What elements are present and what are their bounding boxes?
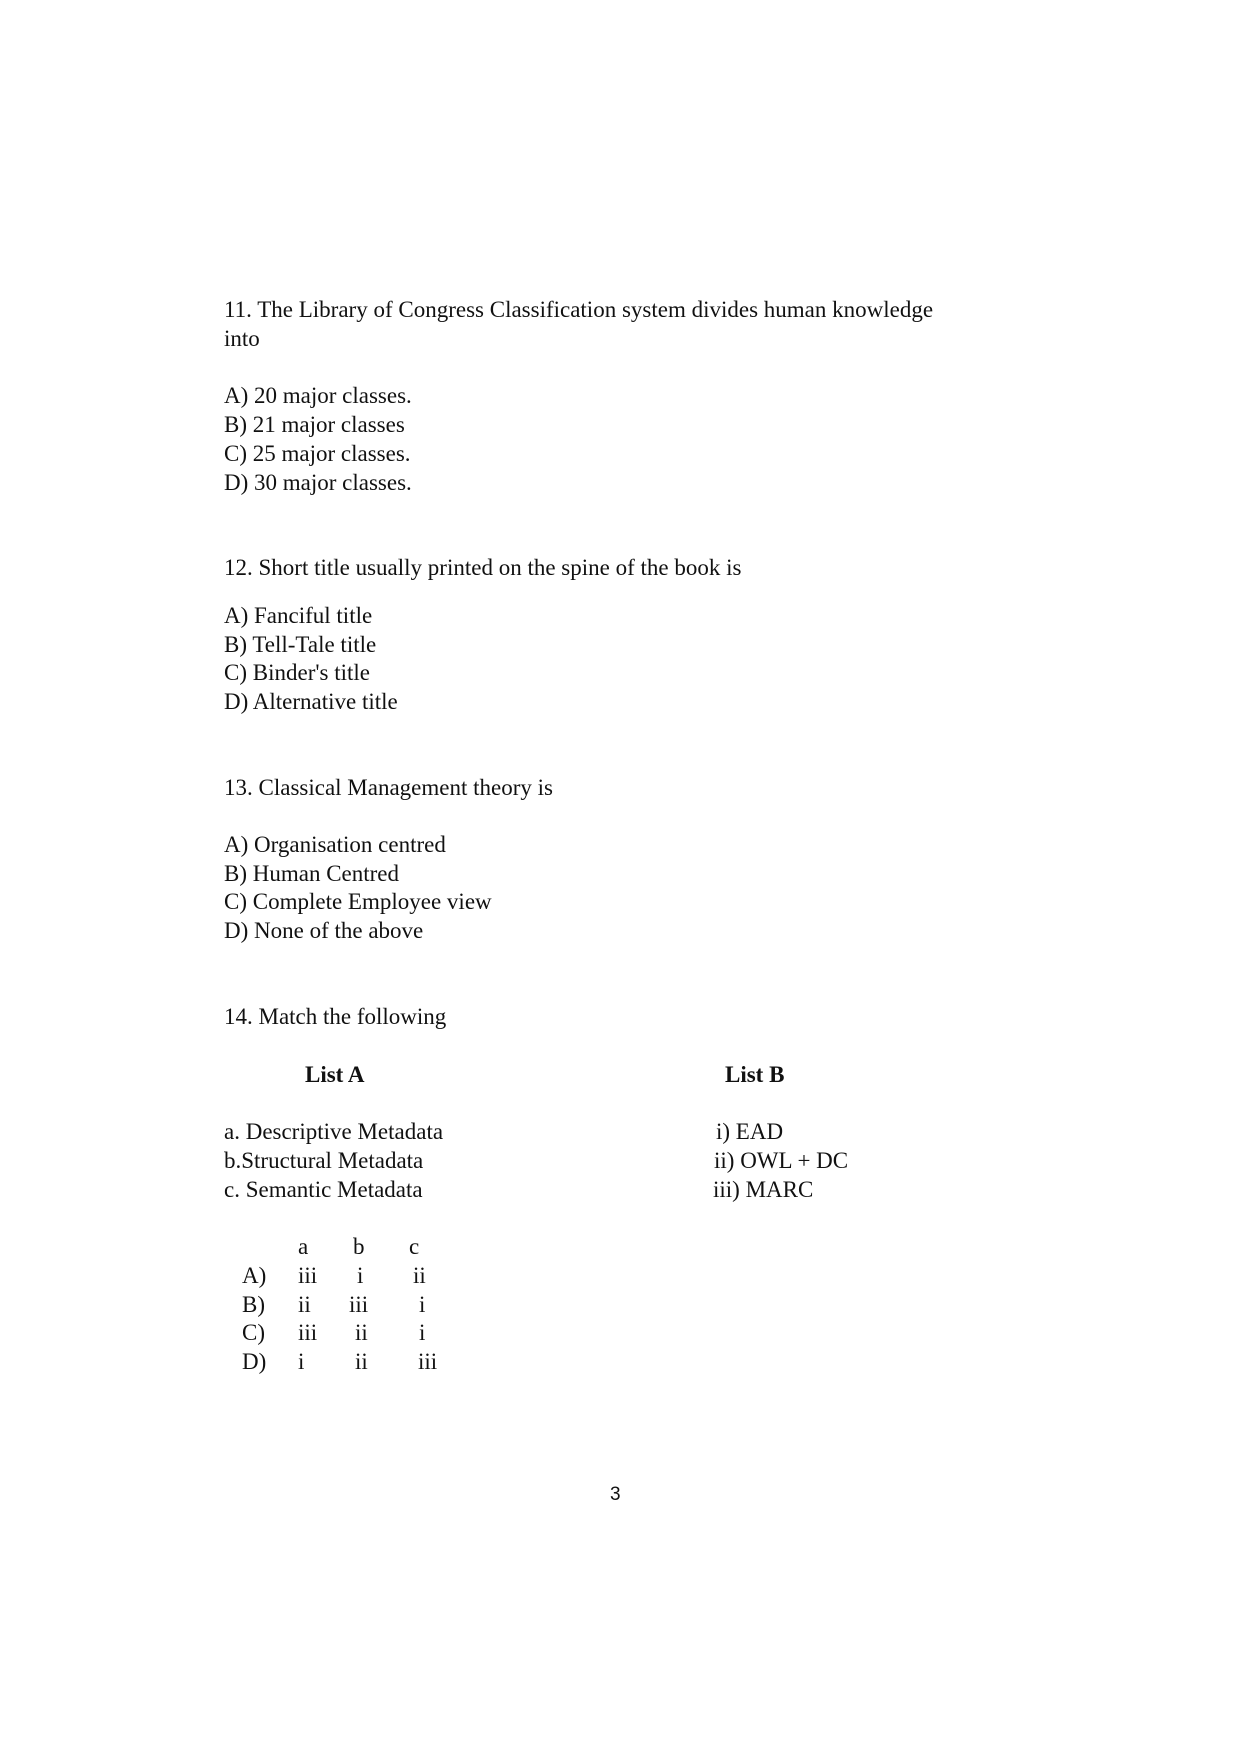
answer-header-a: a — [298, 1234, 309, 1259]
answer-row-b-col-c: i — [419, 1292, 426, 1317]
answer-row-b-col-b: iii — [349, 1292, 369, 1317]
answer-row-c-col-a: iii — [298, 1320, 318, 1345]
answer-row-d-col-a: i — [298, 1349, 305, 1374]
q13-stem: 13. Classical Management theory is — [224, 775, 553, 800]
answer-row-d-label: D) — [242, 1349, 267, 1374]
q13-option-d: D) None of the above — [224, 918, 424, 943]
answer-row-d-col-b: ii — [355, 1349, 368, 1374]
q12-option-b: B) Tell-Tale title — [224, 632, 377, 657]
list-a-item-a: a. Descriptive Metadata — [224, 1119, 444, 1144]
answer-row-c-col-c: i — [419, 1320, 426, 1345]
answer-row-a-col-c: ii — [413, 1263, 426, 1288]
q12-stem: 12. Short title usually printed on the spine of the book is — [224, 555, 742, 580]
list-b-item-ii: ii) OWL + DC — [714, 1148, 849, 1173]
answer-row-a-label: A) — [242, 1263, 267, 1288]
answer-row-a-col-b: i — [357, 1263, 364, 1288]
list-a-item-b: b.Structural Metadata — [224, 1148, 424, 1173]
q11-option-b: B) 21 major classes — [224, 412, 405, 437]
q11-option-a: A) 20 major classes. — [224, 383, 412, 408]
q11-option-c: C) 25 major classes. — [224, 441, 411, 466]
q13-option-a: A) Organisation centred — [224, 832, 446, 857]
list-b-heading: List B — [725, 1062, 785, 1087]
q11-option-d: D) 30 major classes. — [224, 470, 412, 495]
list-a-item-c: c. Semantic Metadata — [224, 1177, 423, 1202]
q12-option-d: D) Alternative title — [224, 689, 398, 714]
answer-header-c: c — [409, 1234, 420, 1259]
answer-row-b-col-a: ii — [298, 1292, 311, 1317]
answer-row-a-col-a: iii — [298, 1263, 318, 1288]
q12-option-c: C) Binder's title — [224, 660, 370, 685]
list-b-item-i: i) EAD — [716, 1119, 784, 1144]
answer-row-c-col-b: ii — [355, 1320, 368, 1345]
list-a-heading: List A — [305, 1062, 365, 1087]
list-b-item-iii: iii) MARC — [713, 1177, 814, 1202]
answer-row-b-label: B) — [242, 1292, 265, 1317]
q11-stem-line2: into — [224, 326, 260, 351]
q11-stem-line1: 11. The Library of Congress Classification system divides human knowledge — [224, 297, 934, 322]
page-number: 3 — [610, 1484, 621, 1505]
answer-row-c-label: C) — [242, 1320, 265, 1345]
answer-header-b: b — [353, 1234, 365, 1259]
q13-option-b: B) Human Centred — [224, 861, 400, 886]
q14-stem: 14. Match the following — [224, 1004, 447, 1029]
q12-option-a: A) Fanciful title — [224, 603, 373, 628]
q13-option-c: C) Complete Employee view — [224, 889, 492, 914]
answer-row-d-col-c: iii — [418, 1349, 438, 1374]
